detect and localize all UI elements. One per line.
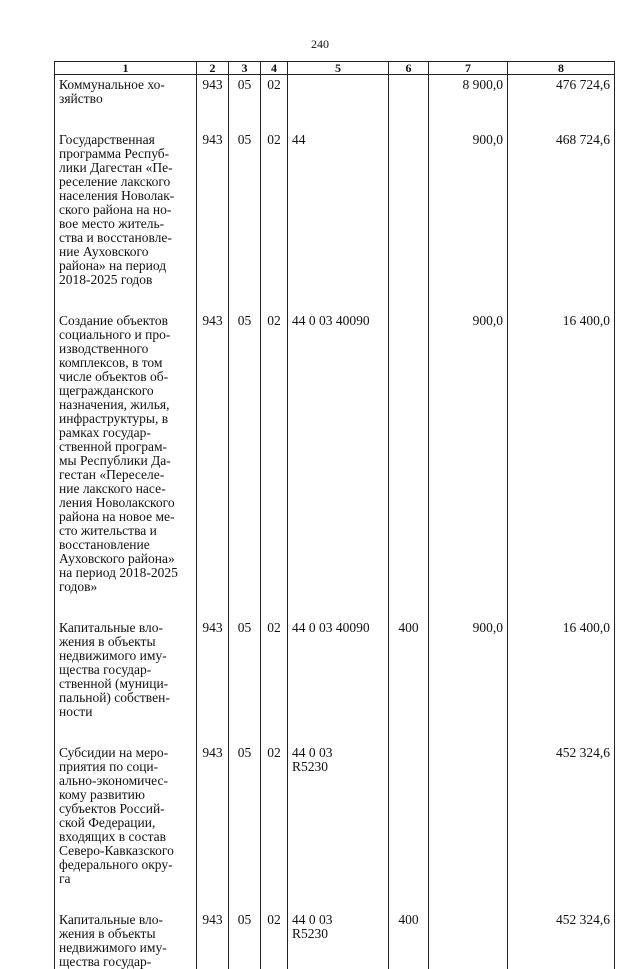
column-header: 6 bbox=[389, 62, 429, 75]
amount-col7-cell: 900,0 bbox=[429, 130, 508, 311]
ministry-code-cell: 943 bbox=[197, 75, 229, 131]
target-article-cell: 44 0 03 40090 bbox=[288, 618, 389, 743]
column-header: 3 bbox=[229, 62, 261, 75]
budget-table bbox=[54, 61, 615, 969]
table-header-row bbox=[55, 62, 615, 75]
table-row bbox=[55, 311, 615, 618]
amount-col8-cell: 452 324,6 bbox=[508, 743, 615, 910]
amount-col7-cell bbox=[429, 910, 508, 969]
table-row bbox=[55, 910, 615, 969]
row-name-cell: Государственная программа Респуб- лики Дагестан «Пе- реселение лакского населения Новолак- ского района на но- вое место житель- ства и восстановле- ние Ауховского района» на период 2018-2025 годов bbox=[55, 130, 197, 311]
subsection-code-cell: 02 bbox=[261, 130, 288, 311]
section-code-cell: 05 bbox=[229, 75, 261, 131]
subsection-code-cell: 02 bbox=[261, 743, 288, 910]
expense-type-cell: 400 bbox=[389, 910, 429, 969]
expense-type-cell bbox=[389, 311, 429, 618]
amount-col8-cell: 16 400,0 bbox=[508, 311, 615, 618]
target-article-cell bbox=[288, 75, 389, 131]
column-header: 1 bbox=[55, 62, 197, 75]
row-name-cell: Создание объектов социального и про- изводственного комплексов, в том числе объектов об- щегражданского назначения, жилья, инфраструктуры, в рамках государ- ственной програм- мы Республики Да- гестан «Переселе- ние лакского насе- ления Новолакского района на новое ме- сто жительства и восстановление Ауховского района» на период 2018-2025 годов» bbox=[55, 311, 197, 618]
section-code-cell: 05 bbox=[229, 618, 261, 743]
section-code-cell: 05 bbox=[229, 910, 261, 969]
section-code-cell: 05 bbox=[229, 311, 261, 618]
row-name-cell: Субсидии на меро- приятия по соци- ально-экономичес- кому развитию субъектов Россий- ской Федерации, входящих в состав Северо-Кавказского федерального окру- га bbox=[55, 743, 197, 910]
amount-col7-cell: 900,0 bbox=[429, 618, 508, 743]
row-name-cell: Коммунальное хо- зяйство bbox=[55, 75, 197, 131]
table-row bbox=[55, 743, 615, 910]
column-header: 7 bbox=[429, 62, 508, 75]
table-row bbox=[55, 618, 615, 743]
target-article-cell: 44 0 03 R5230 bbox=[288, 910, 389, 969]
subsection-code-cell: 02 bbox=[261, 910, 288, 969]
row-name-cell: Капитальные вло- жения в объекты недвижимого иму- щества государ- ственной (муници- пальной) собствен- ности bbox=[55, 618, 197, 743]
ministry-code-cell: 943 bbox=[197, 130, 229, 311]
amount-col8-cell: 476 724,6 bbox=[508, 75, 615, 131]
column-header: 5 bbox=[288, 62, 389, 75]
subsection-code-cell: 02 bbox=[261, 311, 288, 618]
table-row bbox=[55, 75, 615, 131]
subsection-code-cell: 02 bbox=[261, 75, 288, 131]
row-name-cell: Капитальные вло- жения в объекты недвижимого иму- щества государ- bbox=[55, 910, 197, 969]
target-article-cell: 44 0 03 40090 bbox=[288, 311, 389, 618]
ministry-code-cell: 943 bbox=[197, 311, 229, 618]
amount-col7-cell bbox=[429, 743, 508, 910]
target-article-cell: 44 0 03 R5230 bbox=[288, 743, 389, 910]
table-row bbox=[55, 130, 615, 311]
column-header: 2 bbox=[197, 62, 229, 75]
ministry-code-cell: 943 bbox=[197, 743, 229, 910]
amount-col7-cell: 900,0 bbox=[429, 311, 508, 618]
amount-col8-cell: 468 724,6 bbox=[508, 130, 615, 311]
column-header: 8 bbox=[508, 62, 615, 75]
section-code-cell: 05 bbox=[229, 743, 261, 910]
expense-type-cell bbox=[389, 130, 429, 311]
expense-type-cell: 400 bbox=[389, 618, 429, 743]
ministry-code-cell: 943 bbox=[197, 910, 229, 969]
ministry-code-cell: 943 bbox=[197, 618, 229, 743]
amount-col8-cell: 452 324,6 bbox=[508, 910, 615, 969]
section-code-cell: 05 bbox=[229, 130, 261, 311]
table-body bbox=[55, 75, 615, 969]
subsection-code-cell: 02 bbox=[261, 618, 288, 743]
target-article-cell: 44 bbox=[288, 130, 389, 311]
expense-type-cell bbox=[389, 743, 429, 910]
page-number: 240 bbox=[0, 37, 640, 52]
column-header: 4 bbox=[261, 62, 288, 75]
amount-col8-cell: 16 400,0 bbox=[508, 618, 615, 743]
expense-type-cell bbox=[389, 75, 429, 131]
amount-col7-cell: 8 900,0 bbox=[429, 75, 508, 131]
